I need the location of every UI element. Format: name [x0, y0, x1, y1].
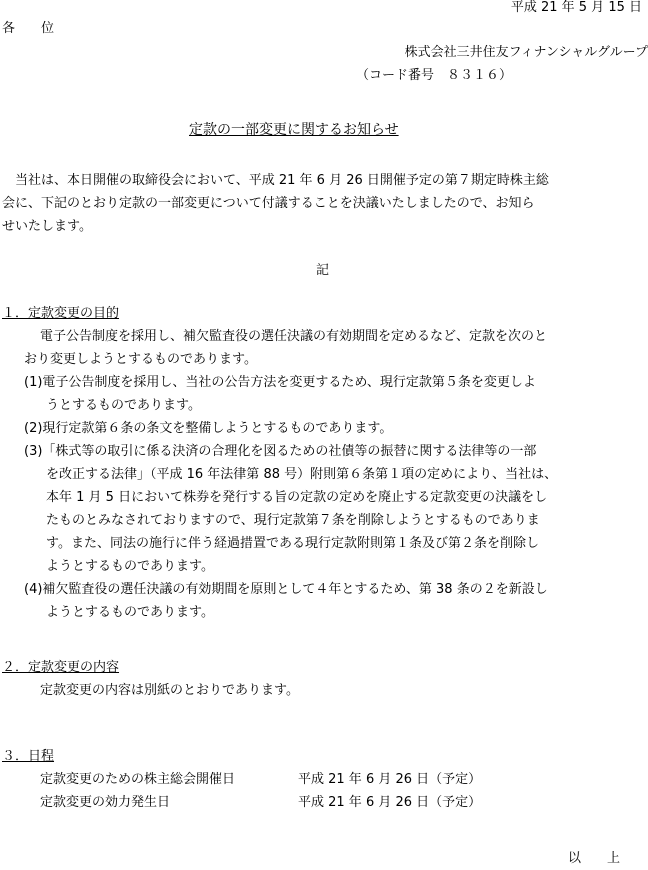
section2-heading: ２．定款変更の内容 — [2, 660, 120, 675]
item-1-line: (1)電子公告制度を採用し、当社の公告方法を変更するため、現行定款第５条を変更しよ — [24, 375, 536, 390]
section1-body-line: 電子公告制度を採用し、補欠監査役の選任決議の有効期間を定めるなど、定款を次のと — [40, 329, 548, 344]
item-4-line: ようとするものであります。 — [46, 605, 214, 620]
section3-heading: ３．日程 — [2, 749, 55, 764]
schedule-date: 平成 21 年 6 月 26 日（予定） — [298, 772, 482, 787]
item-3-line: 本年 1 月 5 日において株券を発行する旨の定款の定めを廃止する定款変更の決議をし — [46, 490, 548, 505]
item-4-line: (4)補欠監査役の選任決議の有効期間を原則として４年とするため、第 38 条の２を新設し — [24, 582, 548, 597]
document-date: 平成 21 年 5 月 15 日 — [510, 0, 642, 15]
addressee: 各 位 — [2, 21, 55, 36]
schedule-label: 定款変更のための株主総会開催日 — [40, 772, 236, 787]
section1-body-line: おり変更しようとするものであります。 — [24, 352, 257, 367]
schedule-label: 定款変更の効力発生日 — [40, 795, 171, 810]
item-1-line: うとするものであります。 — [46, 398, 201, 413]
intro-line: 当社は、本日開催の取締役会において、平成 21 年 6 月 26 日開催予定の第７期定時株主総 — [2, 173, 549, 188]
stock-code: （コード番号 ８３１６） — [356, 68, 513, 83]
section1-items — [24, 371, 557, 624]
section2-body: 定款変更の内容は別紙のとおりであります。 — [40, 683, 299, 698]
section1-body — [24, 325, 547, 371]
item-3-line: たものとみなされておりますので、現行定款第７条を削除しようとするものでありま — [46, 513, 540, 528]
item-3-line: す。また、同法の施行に伴う経過措置である現行定款附則第１条及び第２条を削除し — [46, 536, 539, 551]
item-3-line: を改正する法律」（平成 16 年法律第 88 号）附則第６条第１項の定めにより、当社は、 — [46, 467, 558, 482]
section1-heading: １．定款変更の目的 — [2, 306, 120, 321]
ki-marker: 記 — [316, 263, 330, 278]
intro-paragraph — [2, 169, 549, 238]
item-2-line: (2)現行定款第６条の条文を整備しようとするものであります。 — [24, 421, 393, 436]
document-title: 定款の一部変更に関するお知らせ — [189, 122, 399, 138]
item-3-line: (3)「株式等の取引に係る決済の合理化を図るための社債等の振替に関する法律等の一部 — [24, 444, 537, 459]
intro-line: 会に、下記のとおり定款の一部変更について付議することを決議いたしましたので、お知ら — [2, 196, 535, 211]
intro-line: せいたします。 — [2, 219, 92, 234]
schedule-date: 平成 21 年 6 月 26 日（予定） — [298, 795, 482, 810]
item-3-line: ようとするものであります。 — [46, 559, 214, 574]
company-name: 株式会社三井住友フィナンシャルグループ — [404, 45, 648, 60]
closing-mark: 以 上 — [568, 851, 621, 866]
